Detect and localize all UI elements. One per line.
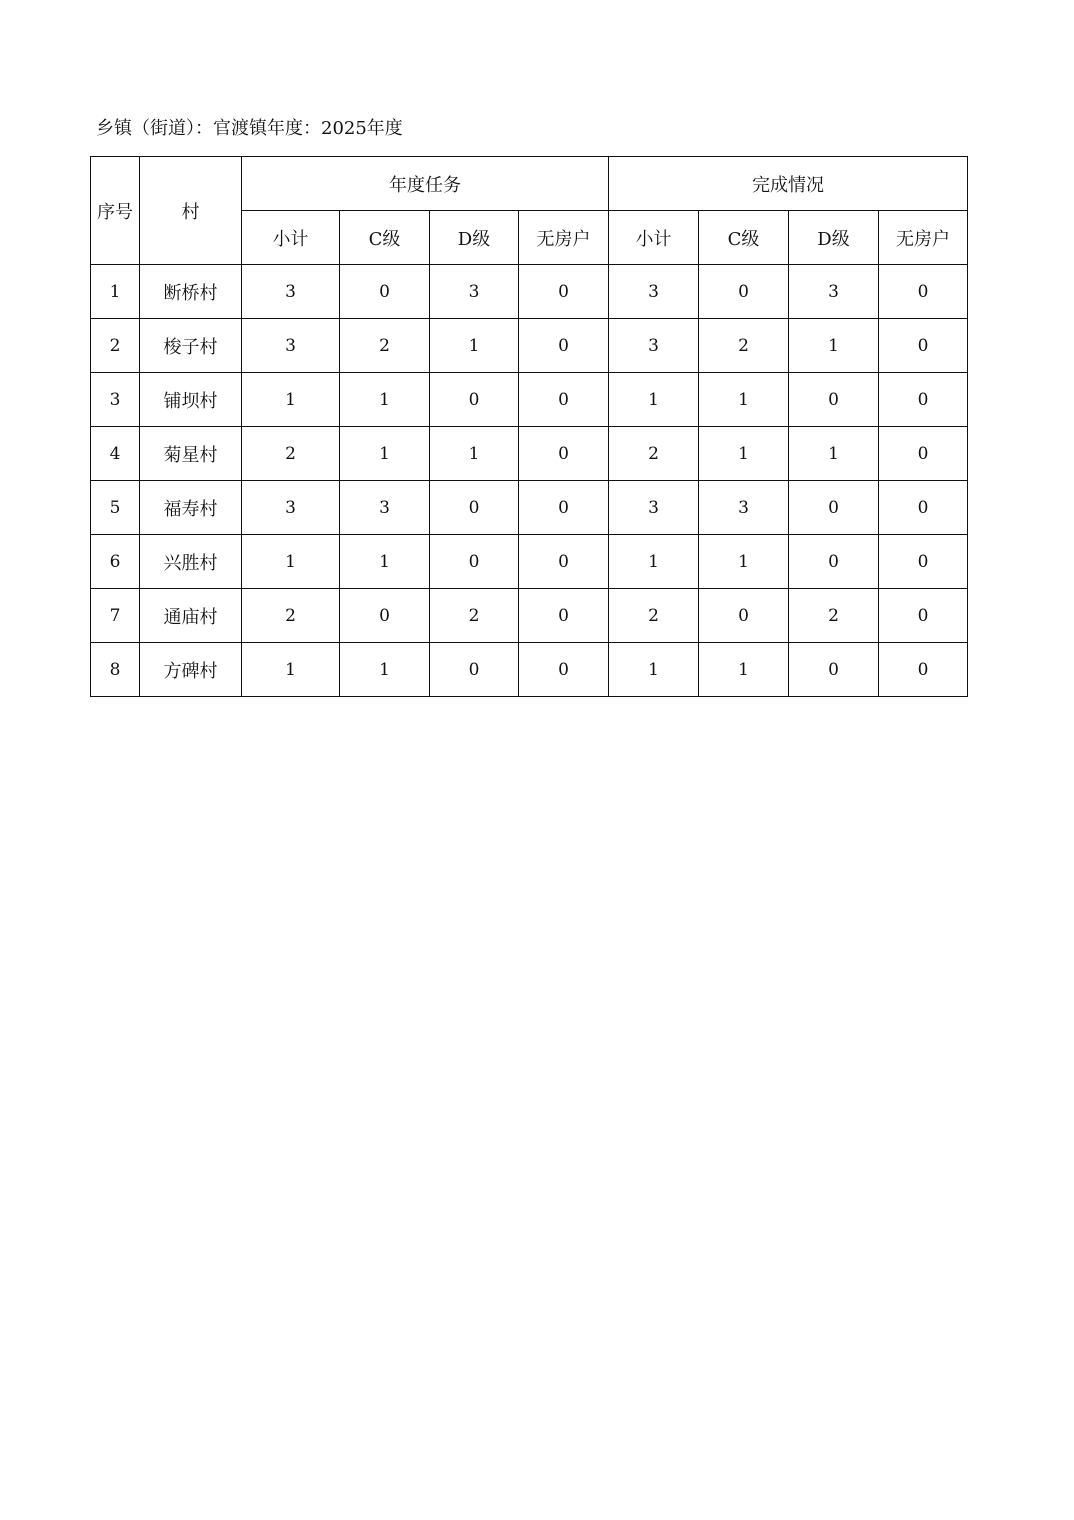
cell-done-d-level: 3 <box>789 265 879 319</box>
cell-done-c-level: 3 <box>699 481 789 535</box>
cell-done-no-house: 0 <box>879 427 968 481</box>
header-done-d-level: D级 <box>789 211 879 265</box>
cell-done-subtotal: 2 <box>609 427 699 481</box>
cell-task-no-house: 0 <box>519 535 609 589</box>
table-row <box>91 589 968 643</box>
cell-done-d-level: 0 <box>789 643 879 697</box>
cell-village: 兴胜村 <box>140 535 242 589</box>
cell-task-subtotal: 3 <box>242 319 340 373</box>
cell-index: 5 <box>91 481 140 535</box>
cell-village: 方碑村 <box>140 643 242 697</box>
cell-done-d-level: 2 <box>789 589 879 643</box>
cell-done-no-house: 0 <box>879 319 968 373</box>
cell-task-c-level: 0 <box>340 589 430 643</box>
cell-task-c-level: 1 <box>340 427 430 481</box>
cell-task-d-level: 1 <box>430 319 519 373</box>
cell-task-d-level: 0 <box>430 481 519 535</box>
cell-done-d-level: 0 <box>789 481 879 535</box>
cell-task-no-house: 0 <box>519 481 609 535</box>
header-village: 村 <box>140 157 242 265</box>
header-done-no-house: 无房户 <box>879 211 968 265</box>
cell-task-subtotal: 2 <box>242 589 340 643</box>
cell-done-d-level: 1 <box>789 319 879 373</box>
table-row <box>91 265 968 319</box>
cell-done-no-house: 0 <box>879 265 968 319</box>
cell-task-c-level: 3 <box>340 481 430 535</box>
header-annual-task: 年度任务 <box>242 157 609 211</box>
header-done-c-level: C级 <box>699 211 789 265</box>
cell-village: 菊星村 <box>140 427 242 481</box>
cell-village: 断桥村 <box>140 265 242 319</box>
cell-task-d-level: 2 <box>430 589 519 643</box>
cell-index: 6 <box>91 535 140 589</box>
cell-done-no-house: 0 <box>879 481 968 535</box>
cell-index: 8 <box>91 643 140 697</box>
cell-done-d-level: 1 <box>789 427 879 481</box>
cell-task-subtotal: 1 <box>242 535 340 589</box>
table-row <box>91 535 968 589</box>
cell-task-c-level: 2 <box>340 319 430 373</box>
cell-done-subtotal: 3 <box>609 481 699 535</box>
cell-village: 铺坝村 <box>140 373 242 427</box>
header-task-d-level: D级 <box>430 211 519 265</box>
cell-done-c-level: 2 <box>699 319 789 373</box>
cell-done-c-level: 0 <box>699 265 789 319</box>
cell-done-subtotal: 2 <box>609 589 699 643</box>
cell-village: 福寿村 <box>140 481 242 535</box>
table-row <box>91 373 968 427</box>
cell-task-subtotal: 1 <box>242 643 340 697</box>
table-row <box>91 427 968 481</box>
header-row-group <box>91 157 968 211</box>
cell-task-no-house: 0 <box>519 319 609 373</box>
cell-task-no-house: 0 <box>519 265 609 319</box>
cell-task-d-level: 0 <box>430 535 519 589</box>
cell-done-no-house: 0 <box>879 643 968 697</box>
header-completion: 完成情况 <box>609 157 968 211</box>
cell-done-c-level: 1 <box>699 535 789 589</box>
cell-task-no-house: 0 <box>519 427 609 481</box>
page-caption: 乡镇（街道）：官渡镇年度：2025年度 <box>96 118 403 139</box>
header-done-subtotal: 小计 <box>609 211 699 265</box>
cell-done-c-level: 0 <box>699 589 789 643</box>
cell-task-subtotal: 2 <box>242 427 340 481</box>
cell-task-d-level: 3 <box>430 265 519 319</box>
header-index: 序号 <box>91 157 140 265</box>
cell-task-c-level: 1 <box>340 373 430 427</box>
cell-done-subtotal: 3 <box>609 265 699 319</box>
cell-done-c-level: 1 <box>699 427 789 481</box>
cell-task-d-level: 1 <box>430 427 519 481</box>
cell-done-subtotal: 1 <box>609 643 699 697</box>
cell-task-c-level: 1 <box>340 535 430 589</box>
table-header <box>91 157 968 265</box>
cell-done-no-house: 0 <box>879 535 968 589</box>
table-row <box>91 319 968 373</box>
cell-done-no-house: 0 <box>879 373 968 427</box>
cell-task-subtotal: 3 <box>242 481 340 535</box>
header-task-no-house: 无房户 <box>519 211 609 265</box>
cell-task-no-house: 0 <box>519 589 609 643</box>
cell-task-subtotal: 1 <box>242 373 340 427</box>
cell-done-subtotal: 1 <box>609 535 699 589</box>
cell-done-subtotal: 1 <box>609 373 699 427</box>
cell-task-no-house: 0 <box>519 643 609 697</box>
cell-index: 7 <box>91 589 140 643</box>
cell-done-c-level: 1 <box>699 373 789 427</box>
cell-index: 1 <box>91 265 140 319</box>
cell-task-c-level: 0 <box>340 265 430 319</box>
cell-task-d-level: 0 <box>430 643 519 697</box>
cell-done-no-house: 0 <box>879 589 968 643</box>
cell-village: 通庙村 <box>140 589 242 643</box>
cell-task-d-level: 0 <box>430 373 519 427</box>
cell-task-subtotal: 3 <box>242 265 340 319</box>
cell-done-d-level: 0 <box>789 535 879 589</box>
cell-index: 4 <box>91 427 140 481</box>
cell-done-d-level: 0 <box>789 373 879 427</box>
header-task-subtotal: 小计 <box>242 211 340 265</box>
table-row <box>91 643 968 697</box>
table-body <box>91 265 968 697</box>
cell-village: 梭子村 <box>140 319 242 373</box>
header-task-c-level: C级 <box>340 211 430 265</box>
cell-index: 2 <box>91 319 140 373</box>
renovation-task-table <box>90 156 968 697</box>
cell-done-subtotal: 3 <box>609 319 699 373</box>
cell-task-no-house: 0 <box>519 373 609 427</box>
cell-task-c-level: 1 <box>340 643 430 697</box>
cell-index: 3 <box>91 373 140 427</box>
table-row <box>91 481 968 535</box>
cell-done-c-level: 1 <box>699 643 789 697</box>
